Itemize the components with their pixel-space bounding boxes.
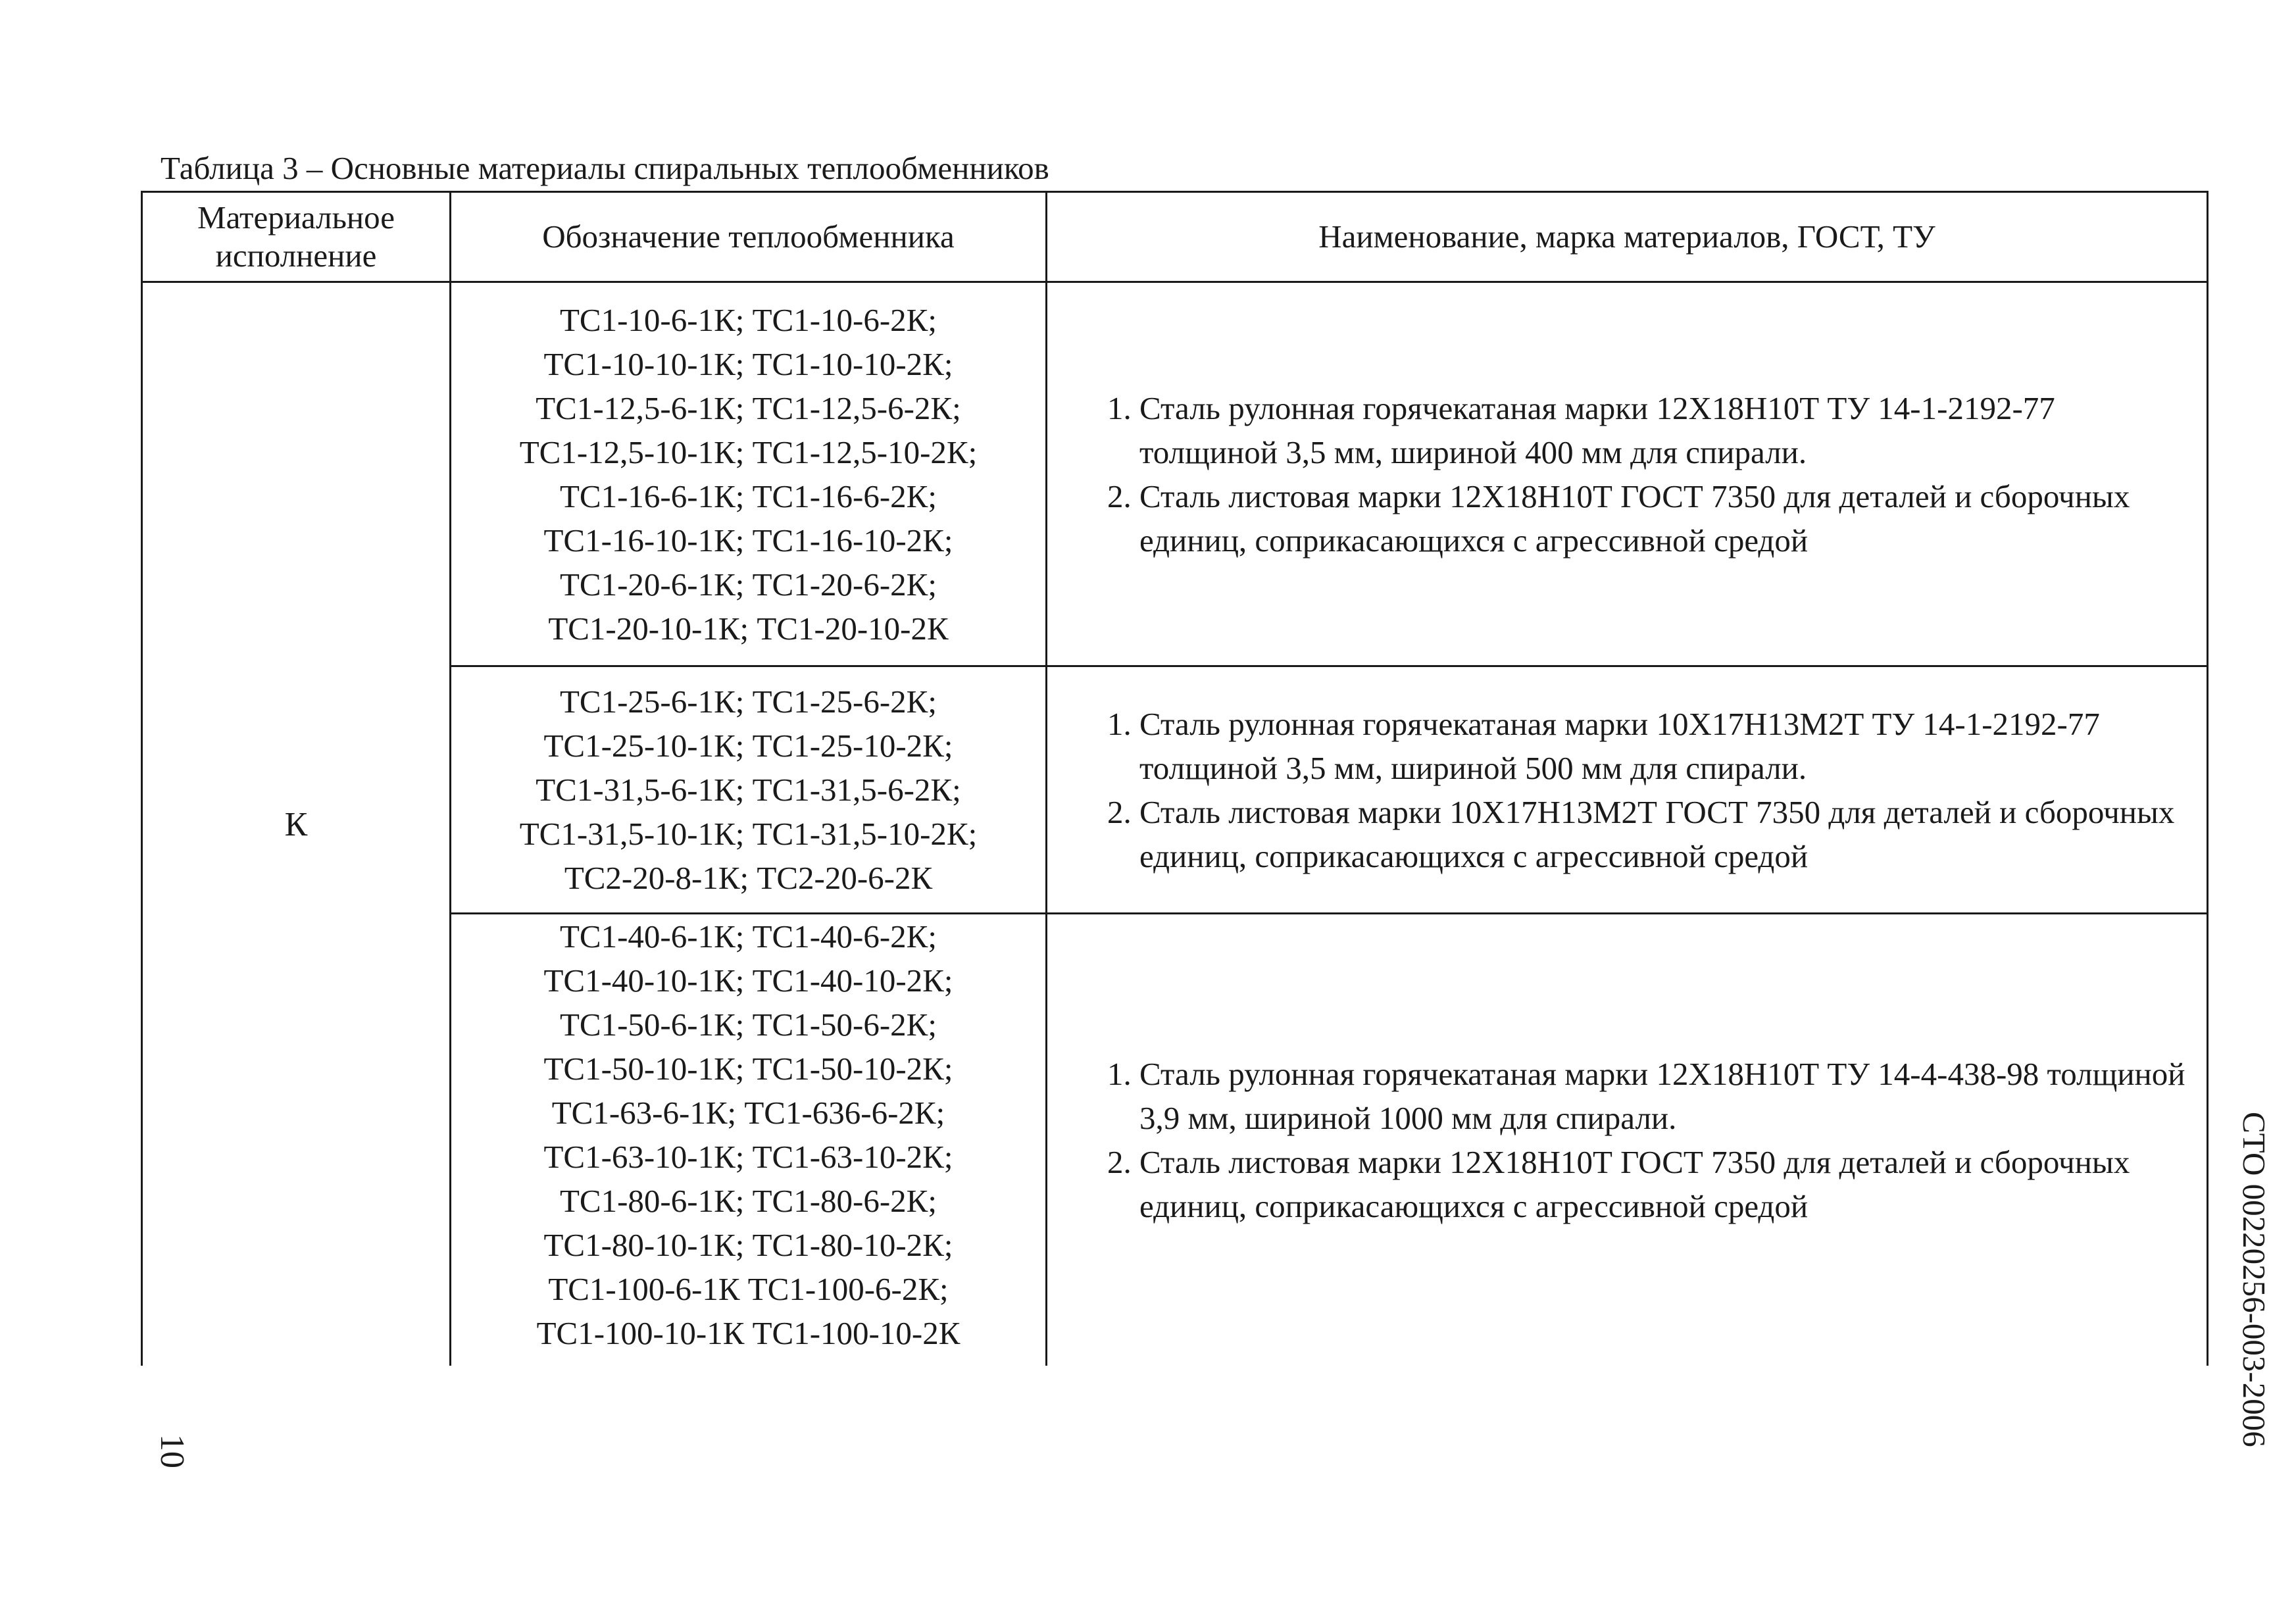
designation-line: ТС1-31,5-6-1К; ТС1-31,5-6-2К; [536,772,961,808]
header-materials: Наименование, марка материалов, ГОСТ, ТУ [1047,192,2208,282]
materials-cell [1047,914,2208,1366]
designation-line: ТС1-25-10-1К; ТС1-25-10-2К; [543,728,953,764]
document-code: СТО 00220256-003-2006 [2236,1112,2272,1447]
designation-line: ТС1-16-6-1К; ТС1-16-6-2К; [560,478,937,514]
material-cell: К [142,282,451,1366]
designation-line: ТС1-10-10-1К; ТС1-10-10-2К; [543,345,953,382]
header-material: Материальное исполнение [142,192,451,282]
materials-item: 2. Сталь листовая марки 12Х18Н10Т ГОСТ 7350 для деталей и сборочных единиц, соприкасающихся с агрессивной средой [1139,1140,2200,1228]
materials-item: 2. Сталь листовая марки 12Х18Н10Т ГОСТ 7350 для деталей и сборочных единиц, соприкасающихся с агрессивной средой [1139,474,2200,562]
designation-line: ТС1-31,5-10-1К; ТС1-31,5-10-2К; [519,816,978,852]
materials-list [1047,702,2207,878]
materials-cell [1047,282,2208,666]
designation-line: ТС1-40-10-1К; ТС1-40-10-2К; [543,962,953,999]
materials-list [1047,386,2207,562]
designation-line: ТС1-12,5-10-1К; ТС1-12,5-10-2К; [519,434,978,470]
materials-item: 1. Сталь рулонная горячекатаная марки 10Х17Н13М2Т ТУ 14-1-2192-77 толщиной 3,5 мм, шириной 500 мм для спирали. [1139,702,2200,790]
materials-cell [1047,666,2208,914]
table-row [142,666,2208,914]
table-header-row [142,192,2208,282]
designation-line: ТС1-50-10-1К; ТС1-50-10-2К; [543,1051,953,1087]
designation-line: ТС2-20-8-1К; ТС2-20-6-2К [564,860,933,896]
designation-cell [451,666,1047,914]
designation-line: ТС1-80-10-1К; ТС1-80-10-2К; [543,1227,953,1263]
page-number: 10 [153,1434,191,1468]
materials-item: 1. Сталь рулонная горячекатаная марки 12Х18Н10Т ТУ 14-1-2192-77 толщиной 3,5 мм, шириной 400 мм для спирали. [1139,386,2200,474]
designation-line: ТС1-25-6-1К; ТС1-25-6-2К; [560,684,937,720]
designation-line: ТС1-10-6-1К; ТС1-10-6-2К; [560,301,937,338]
designation-line: ТС1-100-10-1К ТС1-100-10-2К [536,1315,961,1351]
designation-cell [451,282,1047,666]
designation-line: ТС1-63-6-1К; ТС1-636-6-2К; [551,1095,945,1131]
designation-line: ТС1-20-6-1К; ТС1-20-6-2К; [560,566,937,603]
designation-line: ТС1-16-10-1К; ТС1-16-10-2К; [543,522,953,559]
designation-line: ТС1-50-6-1К; ТС1-50-6-2К; [560,1007,937,1043]
designation-line: ТС1-63-10-1К; ТС1-63-10-2К; [543,1139,953,1175]
table-row [142,282,2208,666]
materials-table [141,191,2209,1366]
designation-line: ТС1-40-6-1К; ТС1-40-6-2К; [560,918,937,955]
designation-line: ТС1-80-6-1К; ТС1-80-6-2К; [560,1183,937,1219]
designation-line: ТС1-20-10-1К; ТС1-20-10-2К [548,610,949,647]
designation-line: ТС1-12,5-6-1К; ТС1-12,5-6-2К; [536,389,961,426]
designation-cell [451,914,1047,1366]
designation-line: ТС1-100-6-1К ТС1-100-6-2К; [548,1271,949,1307]
header-designation: Обозначение теплообменника [451,192,1047,282]
materials-item: 2. Сталь листовая марки 10Х17Н13М2Т ГОСТ 7350 для деталей и сборочных единиц, соприкасающихся с агрессивной средой [1139,790,2200,878]
materials-list [1047,1052,2207,1228]
table-row [142,914,2208,1366]
materials-item: 1. Сталь рулонная горячекатаная марки 12Х18Н10Т ТУ 14-4-438-98 толщиной 3,9 мм, шириной 1000 мм для спирали. [1139,1052,2200,1140]
table-caption: Таблица 3 – Основные материалы спиральных теплообменников [161,150,1049,186]
